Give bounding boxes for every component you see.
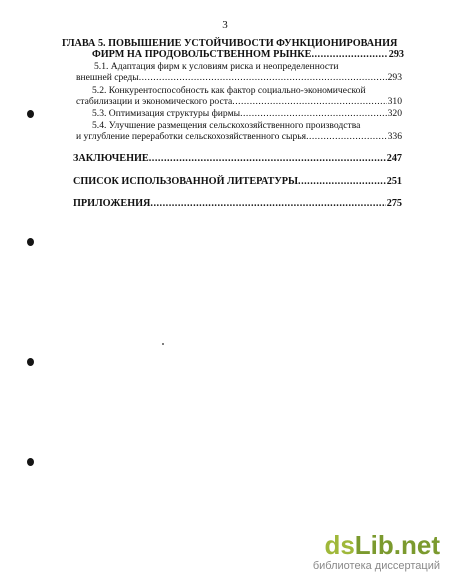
scan-speck [162,343,164,345]
chapter-5-entry [92,49,404,60]
dot-leader [232,96,386,107]
section-5-1-line2: внешней среды [76,72,139,83]
chapter-5-title-line2: ФИРМ НА ПРОДОВОЛЬСТВЕННОМ РЫНКЕ [92,49,312,60]
dot-leader [298,176,386,187]
punch-hole [27,458,34,466]
dot-leader [311,49,387,60]
watermark-tagline: библиотека диссертаций [312,560,440,572]
section-5-3-entry [92,108,402,119]
watermark [313,532,440,572]
conclusion-entry [73,153,402,164]
bibliography-title: СПИСОК ИСПОЛЬЗОВАННОЙ ЛИТЕРАТУРЫ [73,176,299,187]
section-5-2-line1: 5.2. Конкурентоспособность как фактор социально-экономической [92,85,366,96]
section-5-1-entry [76,72,402,83]
section-5-4-page: 336 [387,131,402,142]
chapter-5-title-line1: ГЛАВА 5. ПОВЫШЕНИЕ УСТОЙЧИВОСТИ ФУНКЦИОНИРОВАНИЯ [62,38,398,49]
section-5-3-page: 320 [387,108,402,119]
appendix-entry [73,198,402,209]
punch-hole [27,110,34,118]
punch-hole [27,238,34,246]
conclusion-title: ЗАКЛЮЧЕНИЕ [73,153,149,164]
section-5-2-page: 310 [387,96,402,107]
watermark-logo: dsLib.net [324,530,440,560]
page-number: 3 [222,19,228,31]
bibliography-entry [73,176,402,187]
section-5-3-title: 5.3. Оптимизация структуры фирмы [92,108,241,119]
dot-leader [306,131,387,142]
section-5-2-entry [76,96,402,107]
dot-leader [150,198,385,209]
conclusion-page: 247 [386,153,402,164]
punch-hole [27,358,34,366]
section-5-4-entry [76,131,402,142]
bibliography-page: 251 [386,176,402,187]
appendix-page: 275 [386,198,402,209]
appendix-title: ПРИЛОЖЕНИЯ [73,198,151,209]
dot-leader [240,108,387,119]
section-5-1-page: 293 [387,72,402,83]
section-5-4-line2: и углубление переработки сельскохозяйственного сырья [76,131,307,142]
section-5-4-line1: 5.4. Улучшение размещения сельскохозяйственного производства [92,120,361,131]
dot-leader [139,72,387,83]
section-5-1-line1: 5.1. Адаптация фирм к условиям риска и неопределенности [94,61,339,72]
dot-leader [149,153,386,164]
section-5-2-line2: стабилизации и экономического роста [76,96,233,107]
chapter-5-page: 293 [388,49,404,60]
